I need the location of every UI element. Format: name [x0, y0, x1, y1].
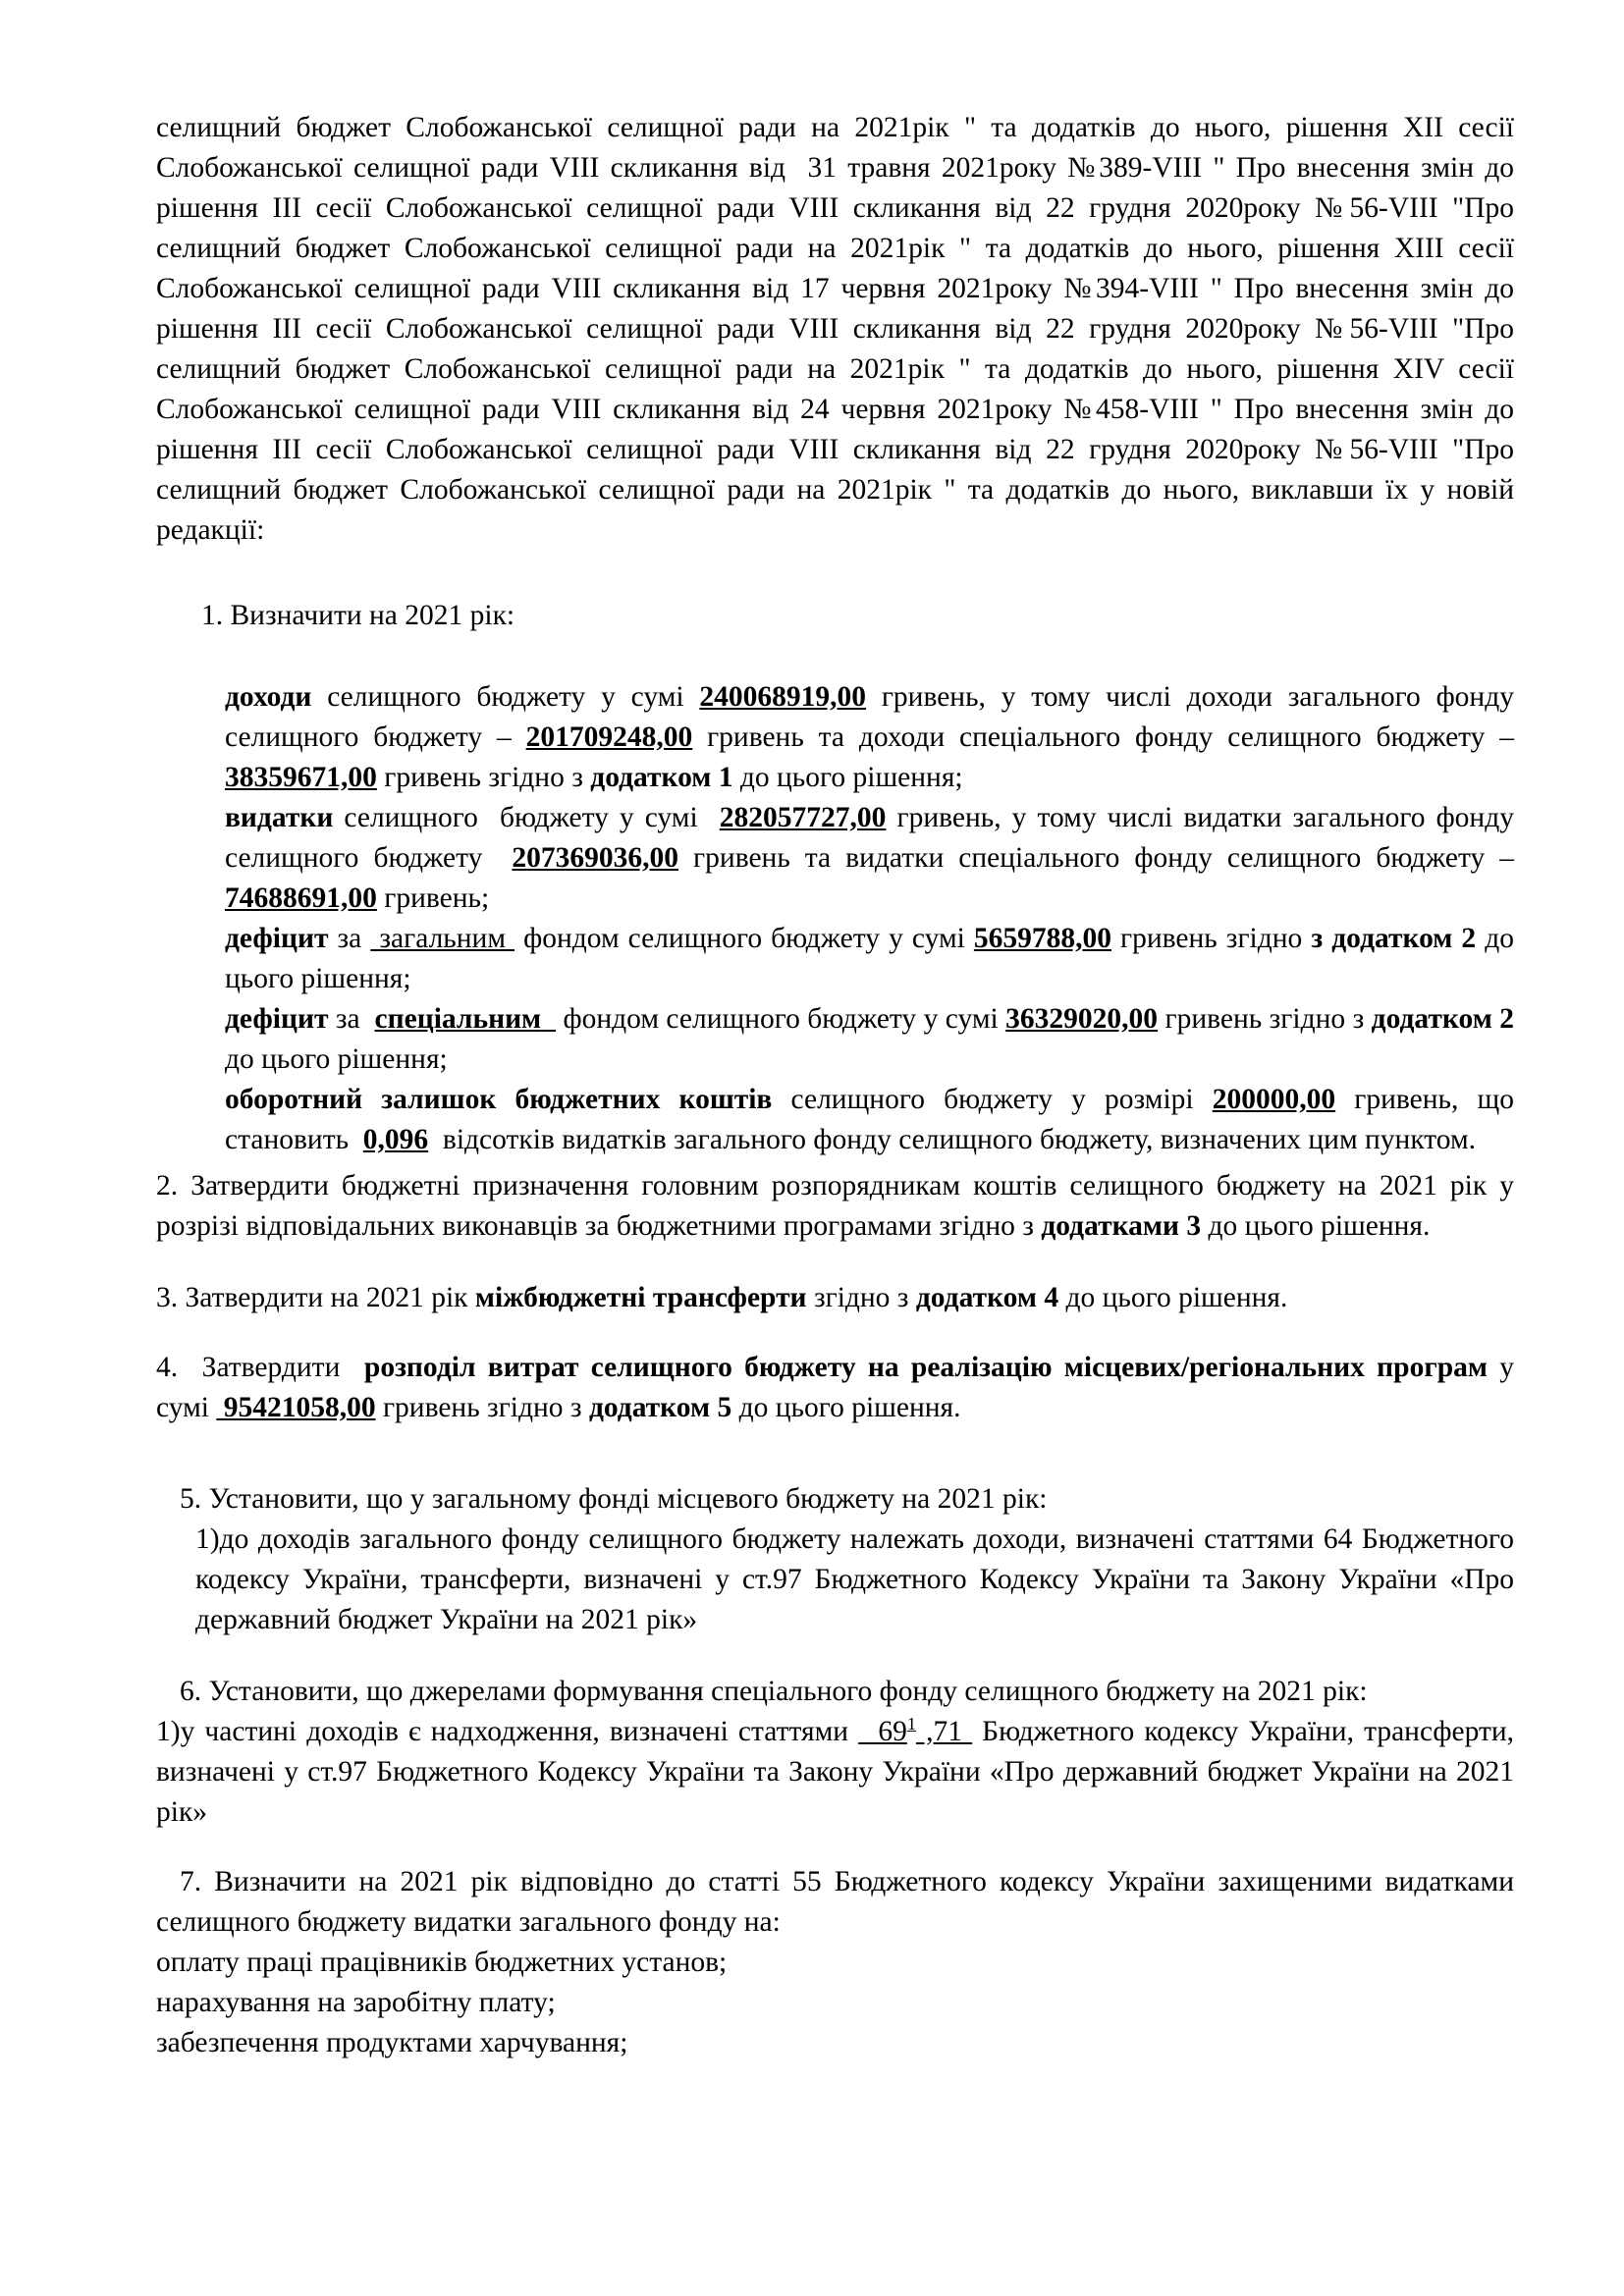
section-5-subitem: 1)до доходів загального фонду селищного бюджету належать доходи, визначені статтями 64 Бюджетного кодексу України, трансферти, визначені у ст.97 Бюджетного Кодексу України та Закону України «Про державний бюджет України на 2021 рік»	[195, 1523, 1514, 1635]
protected-expenditure-line-3: забезпечення продуктами харчування;	[156, 2027, 628, 2058]
budget-item-deficit-general: дефіцит за загальним фондом селищного бюджету у сумі 5659788,00 гривень згідно з додатком 2 до цього рішення;	[225, 923, 1514, 994]
protected-expenditure-line-2: нарахування на заробітну плату;	[156, 1987, 556, 2018]
protected-expenditure-line-1: оплату праці працівників бюджетних установ;	[156, 1947, 728, 1978]
section-6-subitem: 1)у частині доходів є надходження, визначені статтями $69^1$ ,71 Бюджетного кодексу України, трансферти, визначені у ст.97 Бюджетного Кодексу України та Закону України «Про державний бюджет України на 2021 рік»	[156, 1714, 1515, 1828]
intro-paragraph: селищний бюджет Слобожанської селищної ради на 2021рік " та додатків до нього, рішення ХІІ сесії Слобожанської селищної ради VIII скликання від 31 травня 2021року №389-VIII " Про внесення змін до рішення ІІІ сесії Слобожанської селищної ради VIII скликання від 22 грудня 2020року №56-VIII "Про селищний бюджет Слобожанської селищної ради на 2021рік " та додатків до нього, рішення ХІІІ сесії Слобожанської селищної ради VIII скликання від 17 червня 2021року №394-VIII " Про внесення змін до рішення ІІІ сесії Слобожанської селищної ради VIII скликання від 22 грудня 2020року №56-VIII "Про селищний бюджет Слобожанської селищної ради на 2021рік " та додатків до нього, рішення ХІV сесії Слобожанської селищної ради VIII скликання від 24 червня 2021року №458-VIII " Про внесення змін до рішення ІІІ сесії Слобожанської селищної ради VIII скликання від 22 грудня 2020року №56-VIII "Про селищний бюджет Слобожанської селищної ради на 2021рік " та додатків до нього, виклавши їх у новій редакції:	[156, 112, 1514, 546]
section-2-paragraph: 2. Затвердити бюджетні призначення головним розпорядникам коштів селищного бюджету на 2021 рік у розрізі відповідальних виконавців за бюджетними програмами згідно з додатками 3 до цього рішення.	[156, 1170, 1514, 1242]
budget-item-expenditures: видатки селищного бюджету у сумі 282057727,00 гривень, у тому числі видатки загального фонду селищного бюджету 207369036,00 гривень та видатки спеціального фонду селищного бюджету – 74688691,00 гривень;	[225, 802, 1514, 914]
section-6-heading: 6. Установити, що джерелами формування спеціального фонду селищного бюджету на 2021 рік:	[180, 1676, 1368, 1707]
section-4-paragraph: 4. Затвердити розподіл витрат селищного бюджету на реалізацію місцевих/регіональних програм у сумі 95421058,00 гривень згідно з додатком 5 до цього рішення.	[156, 1352, 1514, 1423]
budget-items-list	[156, 677, 1514, 1160]
section-5-heading: 5. Установити, що у загальному фонді місцевого бюджету на 2021 рік:	[180, 1483, 1048, 1515]
budget-item-working-balance: оборотний залишок бюджетних коштів селищного бюджету у розмірі 200000,00 гривень, що становить 0,096 відсотків видатків загального фонду селищного бюджету, визначених цим пунктом.	[225, 1084, 1514, 1155]
budget-item-deficit-special: дефіцит за спеціальним фондом селищного бюджету у сумі 36329020,00 гривень згідно з додатком 2 до цього рішення;	[225, 1003, 1514, 1075]
budget-item-revenues: доходи селищного бюджету у сумі 240068919,00 гривень, у тому числі доходи загального фонду селищного бюджету – 201709248,00 гривень та доходи спеціального фонду селищного бюджету – 38359671,00 гривень згідно з додатком 1 до цього рішення;	[225, 681, 1515, 793]
section-1-heading: 1. Визначити на 2021 рік:	[201, 600, 515, 631]
section-3-paragraph: 3. Затвердити на 2021 рік міжбюджетні трансферти згідно з додатком 4 до цього рішення.	[156, 1282, 1288, 1313]
section-7-heading: 7. Визначити на 2021 рік відповідно до статті 55 Бюджетного кодексу України захищеними видатками селищного бюджету видатки загального фонду на:	[156, 1866, 1514, 1938]
